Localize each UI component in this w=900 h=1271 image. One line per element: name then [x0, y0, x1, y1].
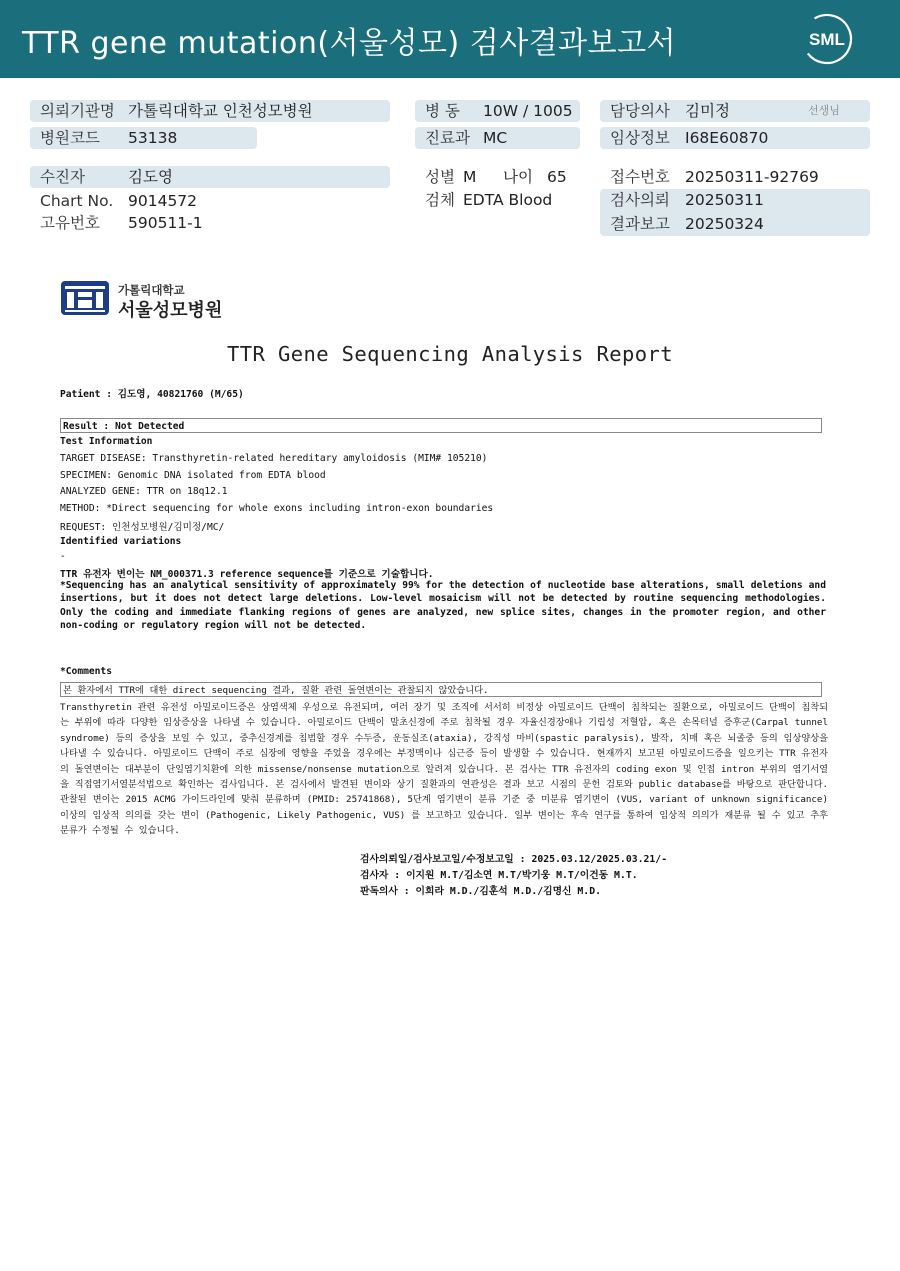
analyzed-gene-line: ANALYZED GENE: TTR on 18q12.1 [60, 486, 228, 497]
dept-value: MC [483, 129, 508, 147]
hospital-logo [60, 280, 223, 321]
patient-value: 김도영 [128, 168, 173, 186]
id-label: 고유번호 [40, 214, 100, 232]
receipt-label: 접수번호 [610, 168, 670, 186]
identified-value: - [60, 551, 66, 562]
comments-heading: *Comments [60, 666, 112, 677]
specimen-line: SPECIMEN: Genomic DNA isolated from EDTA blood [60, 470, 326, 481]
doctor-value: 김미정 [685, 102, 730, 120]
sex-value: M [463, 168, 477, 186]
physicians-line: 판독의사 : 이희라 M.D./김훈석 M.D./김명신 M.D. [360, 886, 601, 897]
ward-label: 병 동 [425, 102, 460, 120]
doctor-row [600, 100, 870, 122]
patient-line: Patient : 김도영, 40821760 (M/65) [60, 389, 244, 400]
chart-label: Chart No. [40, 192, 114, 210]
clinical-row [600, 127, 870, 149]
sml-logo-text: SML [809, 30, 845, 49]
clinical-label: 임상정보 [610, 129, 670, 147]
specimen-label: 검체 [425, 191, 455, 209]
hospital-emblem-icon [60, 280, 110, 316]
patient-row [30, 166, 390, 188]
age-label: 나이 [503, 168, 533, 186]
dept-row [415, 127, 580, 149]
sex-label: 성별 [425, 168, 455, 186]
result-label: 결과보고 [610, 215, 670, 233]
hospital-logo-line2: 서울성모병원 [118, 300, 223, 321]
sml-logo [800, 12, 854, 66]
specimen-row [415, 189, 585, 211]
request-label: 검사의뢰 [610, 191, 670, 209]
specimen-value: EDTA Blood [463, 191, 553, 209]
hospital-value: 가톨릭대학교 인천성모병원 [128, 102, 313, 120]
dept-label: 진료과 [425, 129, 470, 147]
report-title: TTR Gene Sequencing Analysis Report [227, 342, 673, 366]
code-value: 53138 [128, 129, 178, 147]
target-disease-line: TARGET DISEASE: Transthyretin-related hereditary amyloidosis (MIM# 105210) [60, 453, 488, 464]
report-header-title: TTR gene mutation(서울성모) 검사결과보고서 [22, 26, 677, 61]
report-header [0, 0, 900, 78]
chart-value: 9014572 [128, 192, 198, 210]
request-value: 20250311 [685, 191, 764, 209]
patient-label: 수진자 [40, 168, 85, 186]
code-label: 병원코드 [40, 129, 100, 147]
clinical-value: I68E60870 [685, 129, 769, 147]
examiners-line: 검사자 : 이지원 M.T/김소연 M.T/박기웅 M.T/이건동 M.T. [360, 870, 638, 881]
receipt-value: 20250311-92769 [685, 168, 819, 186]
ward-row [415, 100, 580, 122]
receipt-row [600, 166, 870, 188]
request-line: REQUEST: 인천성모병원/김미정/MC/ [60, 522, 225, 533]
ward-value: 10W / 1005 [483, 102, 573, 120]
comment-box: 본 환자에서 TTR에 대한 direct sequencing 결과, 질환 관련 돌연변이는 관찰되지 않았습니다. [60, 682, 822, 697]
doctor-label: 담당의사 [610, 102, 670, 120]
result-box: Result : Not Detected [60, 418, 822, 433]
test-info-heading: Test Information [60, 436, 153, 447]
reference-line: TTR 유전자 변이는 NM_000371.3 reference sequence를 기준으로 기술합니다. [60, 569, 434, 580]
sensitivity-paragraph: *Sequencing has an analytical sensitivity of approximately 99% for the detection of nucleotide base alterations, small deletions and insertions, but it does not detect large deletions. Low-level mosaicism will not be detected by routine sequencing methodologies. Only the coding and immediate flanking regions of genes are analyzed, new splice sites, changes in the promoter region, and other non-coding or regulatory region will not be detected. [60, 580, 826, 632]
sex-age-row [415, 166, 585, 188]
hospital-logo-line1: 가톨릭대학교 [118, 283, 185, 297]
result-value: 20250324 [685, 215, 764, 233]
hospital-label: 의뢰기관명 [40, 102, 115, 120]
hospital-row [30, 100, 390, 122]
code-row [30, 127, 257, 149]
doctor-suffix: 선생님 [808, 104, 840, 117]
method-line: METHOD: *Direct sequencing for whole exons including intron-exon boundaries [60, 503, 494, 514]
identified-heading: Identified variations [60, 536, 182, 547]
comment-paragraph: Transthyretin 관련 유전성 아밀로이드증은 상염색체 우성으로 유전되며, 여러 장기 및 조직에 서서히 비정상 아밀로이드 단백이 침착되는 질환으로, 아밀로이드 단백이 침착되는 부위에 따라 다양한 임상증상을 나타낼 수 있습니다. 아밀로이드 단백이 말초신경에 주로 침착될 경우 자율신경장애나 기립성 저혈압, 혹은 손목터널 증후군(Carpal tunnel syndrome) 등의 증상을 보일 수 있고, 중추신경계를 침범할 경우 수두증, 운동실조(ataxia), 강직성 마비(spastic paralysis), 발작, 치매 혹은 뇌졸중 등의 임상양상을 나타낼 수 있습니다. 아밀로이드 단백이 주로 심장에 영향을 주었을 경우에는 부정맥이나 심근증 등이 발생할 수 있습니다. 현재까지 보고된 아밀로이드증을 일으키는 TTR 유전자의 돌연변이는 대부분이 단일염기치환에 의한 missense/nonsense mutation으로 알려져 있습니다. 본 검사는 TTR 유전자의 coding exon 및 인접 intron 부위의 염기서열을 직접염기서열분석법으로 확인하는 검사입니다. 본 검사에서 발견된 변이와 상기 질환과의 연관성은 결과 보고 시점의 문헌 검토와 public database를 바탕으로 판단합니다. 관찰된 변이는 2015 ACMG 가이드라인에 맞춰 분류하며 (PMID: 25741868), 5단계 염기변이 분류 기준 중 미분류 염기변이 (VUS, variant of unknown significance) 이상의 임상적 의의를 갖는 변이 (Pathogenic, Likely Pathogenic, VUS) 를 보고하고 있습니다. 일부 변이는 후속 연구를 통하여 임상적 의의가 재분류 될 수 있고 추후 분류가 수정될 수 있습니다. [60, 702, 828, 837]
id-row [30, 212, 390, 234]
dates-block [600, 189, 870, 236]
dates-line: 검사의뢰일/검사보고일/수정보고일 : 2025.03.12/2025.03.21/- [360, 854, 668, 865]
id-value: 590511-1 [128, 214, 203, 232]
chart-row [30, 190, 390, 212]
age-value: 65 [547, 168, 567, 186]
